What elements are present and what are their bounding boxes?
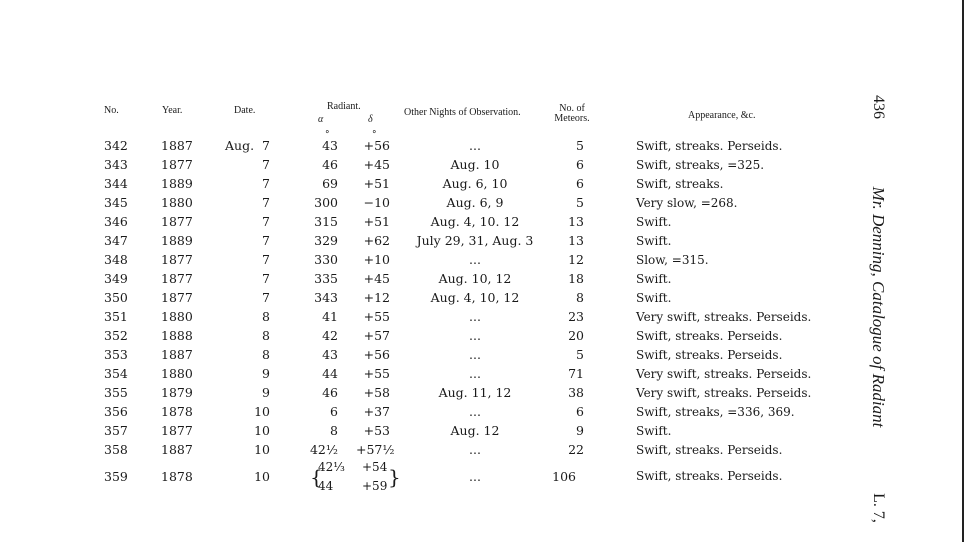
cell-dec: +37	[363, 404, 390, 419]
cell-year: 1887	[161, 347, 193, 362]
table-row	[0, 137, 860, 155]
cell-no: 357	[104, 423, 128, 438]
cell-dec: +53	[363, 423, 390, 438]
cell-day: 9	[262, 385, 270, 400]
cell-other: July 29, 31, Aug. 3	[416, 233, 534, 248]
header-delta: δ	[368, 114, 373, 125]
cell-other: Aug. 10	[450, 157, 500, 172]
cell-year: 1878	[161, 469, 193, 484]
cell-other: ...	[469, 347, 481, 362]
header-no: No.	[104, 105, 119, 116]
cell-other: ...	[469, 252, 481, 267]
cell-day: 10	[254, 469, 270, 484]
cell-no: 350	[104, 290, 128, 305]
cell-other: ...	[469, 442, 481, 457]
cell-meteors: 6	[576, 404, 584, 419]
cell-dec: +12	[363, 290, 390, 305]
table-row	[0, 327, 860, 345]
cell-year: 1880	[161, 366, 193, 381]
cell-day: 7	[262, 271, 270, 286]
cell-day: 10	[254, 423, 270, 438]
running-title: Mr. Denning, Catalogue of Radiant	[869, 186, 888, 428]
cell-ra: 44	[322, 366, 338, 381]
cell-other: ...	[469, 469, 481, 484]
header-other-nights: Other Nights of Observation.	[404, 107, 521, 118]
brace-open: {	[310, 465, 323, 489]
cell-ra-2: 44	[318, 479, 334, 493]
cell-no: 343	[104, 157, 128, 172]
degree-mark-delta: °	[372, 130, 377, 140]
cell-dec: +45	[363, 271, 390, 286]
table-row	[0, 289, 860, 307]
cell-no: 344	[104, 176, 128, 191]
cell-ra: 315	[314, 214, 338, 229]
cell-year: 1879	[161, 385, 193, 400]
cell-meteors: 106	[552, 469, 576, 484]
cell-appearance: Very swift, streaks. Perseids.	[636, 310, 812, 324]
cell-meteors: 13	[568, 233, 584, 248]
cell-appearance: Slow, =315.	[636, 253, 709, 267]
header-year: Year.	[162, 105, 183, 116]
cell-appearance: Swift, streaks. Perseids.	[636, 443, 783, 457]
cell-day: 10	[254, 442, 270, 457]
cell-ra: 46	[322, 157, 338, 172]
cell-appearance: Swift.	[636, 272, 672, 286]
cell-appearance: Swift.	[636, 215, 672, 229]
cell-no: 347	[104, 233, 128, 248]
table-row	[0, 441, 860, 459]
cell-day: 7	[262, 290, 270, 305]
cell-other: Aug. 6, 10	[442, 176, 508, 191]
table-row	[0, 365, 860, 383]
cell-meteors: 12	[568, 252, 584, 267]
table-row	[0, 175, 860, 193]
cell-dec-1: +54	[362, 460, 388, 474]
page-number: 436	[870, 95, 887, 119]
cell-appearance: Swift, streaks. Perseids.	[636, 329, 783, 343]
cell-ra: 42	[322, 328, 338, 343]
cell-no: 353	[104, 347, 128, 362]
cell-ra: 330	[314, 252, 338, 267]
cell-no: 342	[104, 138, 128, 153]
cell-meteors: 5	[576, 347, 584, 362]
cell-day: 10	[254, 404, 270, 419]
cell-day: 7	[262, 157, 270, 172]
table-row	[0, 422, 860, 440]
cell-day: 7	[262, 214, 270, 229]
cell-other: ...	[469, 309, 481, 324]
cell-meteors: 22	[568, 442, 584, 457]
cell-no: 356	[104, 404, 128, 419]
cell-year: 1880	[161, 195, 193, 210]
cell-year: 1888	[161, 328, 193, 343]
cell-other: Aug. 12	[450, 423, 500, 438]
table-row	[0, 232, 860, 250]
table-row	[0, 384, 860, 402]
cell-no: 355	[104, 385, 128, 400]
cell-dec-2: +59	[362, 479, 388, 493]
cell-meteors: 20	[568, 328, 584, 343]
cell-appearance: Swift, streaks. Perseids.	[636, 139, 783, 153]
cell-year: 1877	[161, 214, 193, 229]
cell-ra: 343	[314, 290, 338, 305]
cell-appearance: Swift, streaks.	[636, 177, 724, 191]
cell-appearance: Swift, streaks, =325.	[636, 158, 765, 172]
cell-other: ...	[469, 366, 481, 381]
cell-other: ...	[469, 404, 481, 419]
cell-other: Aug. 4, 10. 12	[430, 214, 520, 229]
cell-other: Aug. 6, 9	[446, 195, 504, 210]
cell-ra: 329	[314, 233, 338, 248]
cell-dec: +57	[363, 328, 390, 343]
cell-other: Aug. 4, 10, 12	[430, 290, 520, 305]
cell-no: 348	[104, 252, 128, 267]
cell-meteors: 6	[576, 157, 584, 172]
cell-other: Aug. 11, 12	[438, 385, 512, 400]
plate-label: L. 7,	[870, 493, 887, 523]
cell-appearance: Swift.	[636, 424, 672, 438]
cell-meteors: 38	[568, 385, 584, 400]
cell-no: 358	[104, 442, 128, 457]
cell-day: 8	[262, 328, 270, 343]
cell-meteors: 5	[576, 138, 584, 153]
cell-dec: +51	[363, 214, 390, 229]
degree-mark-alpha: °	[325, 130, 330, 140]
cell-year: 1889	[161, 176, 193, 191]
cell-meteors: 5	[576, 195, 584, 210]
cell-ra: 46	[322, 385, 338, 400]
cell-dec: +62	[363, 233, 390, 248]
cell-day: 7	[262, 252, 270, 267]
cell-year: 1889	[161, 233, 193, 248]
cell-no: 354	[104, 366, 128, 381]
cell-meteors: 13	[568, 214, 584, 229]
cell-day: 7	[262, 233, 270, 248]
cell-appearance: Swift.	[636, 234, 672, 248]
cell-year: 1877	[161, 271, 193, 286]
cell-year: 1877	[161, 252, 193, 267]
header-meteors-line2: Meteors.	[554, 113, 590, 124]
table-row	[0, 346, 860, 364]
cell-dec: +56	[363, 138, 390, 153]
cell-ra: 300	[314, 195, 338, 210]
cell-meteors: 9	[576, 423, 584, 438]
brace-close: }	[388, 465, 401, 489]
cell-ra: 43	[322, 138, 338, 153]
cell-year: 1887	[161, 138, 193, 153]
cell-no: 359	[104, 469, 128, 484]
cell-appearance: Swift, streaks, =336, 369.	[636, 405, 795, 419]
cell-year: 1887	[161, 442, 193, 457]
cell-ra: 43	[322, 347, 338, 362]
header-alpha: α	[318, 114, 324, 125]
table-row	[0, 194, 860, 212]
cell-other: ...	[469, 138, 481, 153]
cell-ra: 41	[322, 309, 338, 324]
cell-ra: 69	[322, 176, 338, 191]
cell-meteors: 18	[568, 271, 584, 286]
table-row	[0, 251, 860, 269]
header-radiant: Radiant.	[327, 101, 361, 112]
table-row	[0, 403, 860, 421]
cell-appearance: Swift, streaks. Perseids.	[636, 348, 783, 362]
cell-ra: 8	[330, 423, 338, 438]
cell-dec: +45	[363, 157, 390, 172]
cell-day: 8	[262, 347, 270, 362]
cell-meteors: 71	[568, 366, 584, 381]
cell-other: Aug. 10, 12	[438, 271, 512, 286]
cell-no: 352	[104, 328, 128, 343]
cell-month: Aug.	[225, 138, 255, 153]
cell-day: 7	[262, 195, 270, 210]
cell-appearance: Very swift, streaks. Perseids.	[636, 367, 812, 381]
cell-dec: +10	[363, 252, 390, 267]
cell-dec: +55	[363, 366, 390, 381]
cell-appearance: Swift, streaks. Perseids.	[636, 469, 783, 483]
table-row	[0, 308, 860, 326]
cell-appearance: Very slow, =268.	[636, 196, 738, 210]
cell-dec: −10	[363, 195, 390, 210]
cell-dec: +56	[363, 347, 390, 362]
cell-ra-1: 42⅓	[318, 460, 345, 474]
header-appearance: Appearance, &c.	[688, 110, 756, 121]
table-row	[0, 156, 860, 174]
cell-no: 345	[104, 195, 128, 210]
header-meteors-line1: No. of	[559, 103, 585, 114]
cell-appearance: Very swift, streaks. Perseids.	[636, 386, 812, 400]
cell-day: 8	[262, 309, 270, 324]
cell-year: 1878	[161, 404, 193, 419]
cell-day: 7	[262, 176, 270, 191]
cell-meteors: 6	[576, 176, 584, 191]
cell-ra: 42½	[309, 442, 338, 457]
cell-dec: +55	[363, 309, 390, 324]
cell-no: 349	[104, 271, 128, 286]
table-row	[0, 270, 860, 288]
cell-year: 1880	[161, 309, 193, 324]
cell-year: 1877	[161, 423, 193, 438]
cell-day: 9	[262, 366, 270, 381]
cell-dec: +58	[363, 385, 390, 400]
cell-dec: +57½	[356, 442, 395, 457]
cell-appearance: Swift.	[636, 291, 672, 305]
cell-meteors: 23	[568, 309, 584, 324]
cell-no: 351	[104, 309, 128, 324]
cell-year: 1877	[161, 157, 193, 172]
cell-year: 1877	[161, 290, 193, 305]
cell-dec: +51	[363, 176, 390, 191]
header-date: Date.	[234, 105, 256, 116]
cell-ra: 6	[330, 404, 338, 419]
cell-ra: 335	[314, 271, 338, 286]
cell-other: ...	[469, 328, 481, 343]
cell-day: 7	[262, 138, 270, 153]
cell-meteors: 8	[576, 290, 584, 305]
table-row	[0, 213, 860, 231]
cell-no: 346	[104, 214, 128, 229]
